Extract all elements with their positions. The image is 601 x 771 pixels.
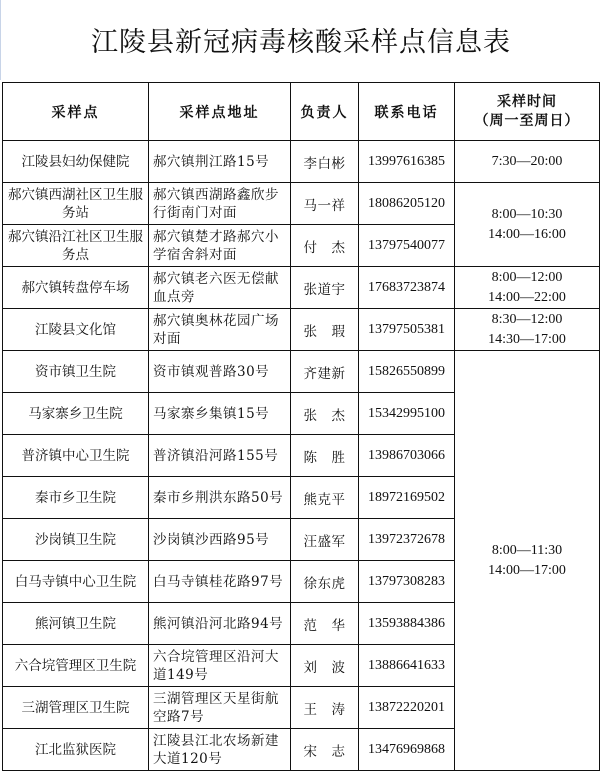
time-line: 8:30—12:00 [491,311,563,327]
site-phone: 17683723874 [359,267,455,309]
header-contact: 负责人 [291,83,359,141]
site-contact: 陈 胜 [291,435,359,477]
site-address: 江陵县江北农场新建大道120号 [149,729,291,771]
header-phone: 联系电话 [359,83,455,141]
sampling-time [455,351,600,771]
site-phone: 13872220201 [359,687,455,729]
header-time-line2: （周一至周日） [474,112,580,129]
site-phone: 13797505381 [359,309,455,351]
site-phone: 15342995100 [359,393,455,435]
site-name: 沙岗镇卫生院 [3,519,149,561]
time-line: 14:00—17:00 [488,562,566,578]
site-address: 郝穴镇楚才路郝穴小学宿舍斜对面 [149,225,291,267]
time-line: 14:00—22:00 [488,289,566,305]
site-name: 郝穴镇转盘停车场 [3,267,149,309]
sampling-site-table [2,82,600,771]
site-name: 江陵县妇幼保健院 [3,141,149,183]
site-address: 沙岗镇沙西路95号 [149,519,291,561]
table-row [3,351,600,393]
site-phone: 13593884386 [359,603,455,645]
site-phone: 15826550899 [359,351,455,393]
table-header-row [3,83,600,141]
site-contact: 马一祥 [291,183,359,225]
table-row [3,141,600,183]
site-contact: 王 涛 [291,687,359,729]
site-address: 六合垸管理区沿河大道149号 [149,645,291,687]
site-address: 郝穴镇老六医无偿献血点旁 [149,267,291,309]
site-contact: 付 杰 [291,225,359,267]
site-name: 资市镇卫生院 [3,351,149,393]
site-address: 马家寨乡集镇15号 [149,393,291,435]
header-address: 采样点地址 [149,83,291,141]
site-contact: 齐建新 [291,351,359,393]
site-name: 江北监狱医院 [3,729,149,771]
site-name: 郝穴镇西湖社区卫生服务站 [3,183,149,225]
site-address: 熊河镇沿河北路94号 [149,603,291,645]
header-site: 采样点 [3,83,149,141]
site-name: 白马寺镇中心卫生院 [3,561,149,603]
site-address: 资市镇观普路30号 [149,351,291,393]
table-row [3,267,600,309]
site-phone: 13986703066 [359,435,455,477]
site-contact: 熊克平 [291,477,359,519]
site-phone: 18086205120 [359,183,455,225]
site-name: 江陵县文化馆 [3,309,149,351]
site-contact: 刘 波 [291,645,359,687]
site-contact: 徐东虎 [291,561,359,603]
site-contact: 张 杰 [291,393,359,435]
site-phone: 13886641633 [359,645,455,687]
site-contact: 李白彬 [291,141,359,183]
site-name: 三湖管理区卫生院 [3,687,149,729]
site-phone: 18972169502 [359,477,455,519]
site-contact: 汪盛军 [291,519,359,561]
sampling-time [455,183,600,267]
site-name: 秦市乡卫生院 [3,477,149,519]
site-name: 熊河镇卫生院 [3,603,149,645]
site-address: 郝穴镇奥林花园广场对面 [149,309,291,351]
header-time-line1: 采样时间 [497,93,557,110]
time-line: 14:30—17:00 [488,331,566,347]
table-row [3,183,600,225]
site-contact: 范 华 [291,603,359,645]
time-line: 8:00—10:30 [491,206,563,222]
site-contact: 宋 志 [291,729,359,771]
site-name: 马家寨乡卫生院 [3,393,149,435]
header-time [455,83,600,141]
time-line: 8:00—12:00 [491,269,563,285]
site-address: 秦市乡荆洪东路50号 [149,477,291,519]
table-row [3,309,600,351]
site-contact: 张 瑕 [291,309,359,351]
page-title: 江陵县新冠病毒核酸采样点信息表 [0,0,601,80]
sampling-time [455,141,600,183]
site-address: 普济镇沿河路155号 [149,435,291,477]
site-name: 普济镇中心卫生院 [3,435,149,477]
sampling-time [455,309,600,351]
site-name: 郝穴镇沿江社区卫生服务点 [3,225,149,267]
site-phone: 13476969868 [359,729,455,771]
site-phone: 13797540077 [359,225,455,267]
site-address: 郝穴镇西湖路鑫欣步行街南门对面 [149,183,291,225]
time-line: 8:00—11:30 [491,542,563,558]
site-address: 三湖管理区天星街航空路7号 [149,687,291,729]
site-name: 六合垸管理区卫生院 [3,645,149,687]
site-phone: 13797308283 [359,561,455,603]
time-line: 7:30—20:00 [491,153,563,169]
site-phone: 13997616385 [359,141,455,183]
site-address: 郝穴镇荆江路15号 [149,141,291,183]
site-address: 白马寺镇桂花路97号 [149,561,291,603]
time-line: 14:00—16:00 [488,226,566,242]
site-phone: 13972372678 [359,519,455,561]
site-contact: 张道宇 [291,267,359,309]
sampling-time [455,267,600,309]
